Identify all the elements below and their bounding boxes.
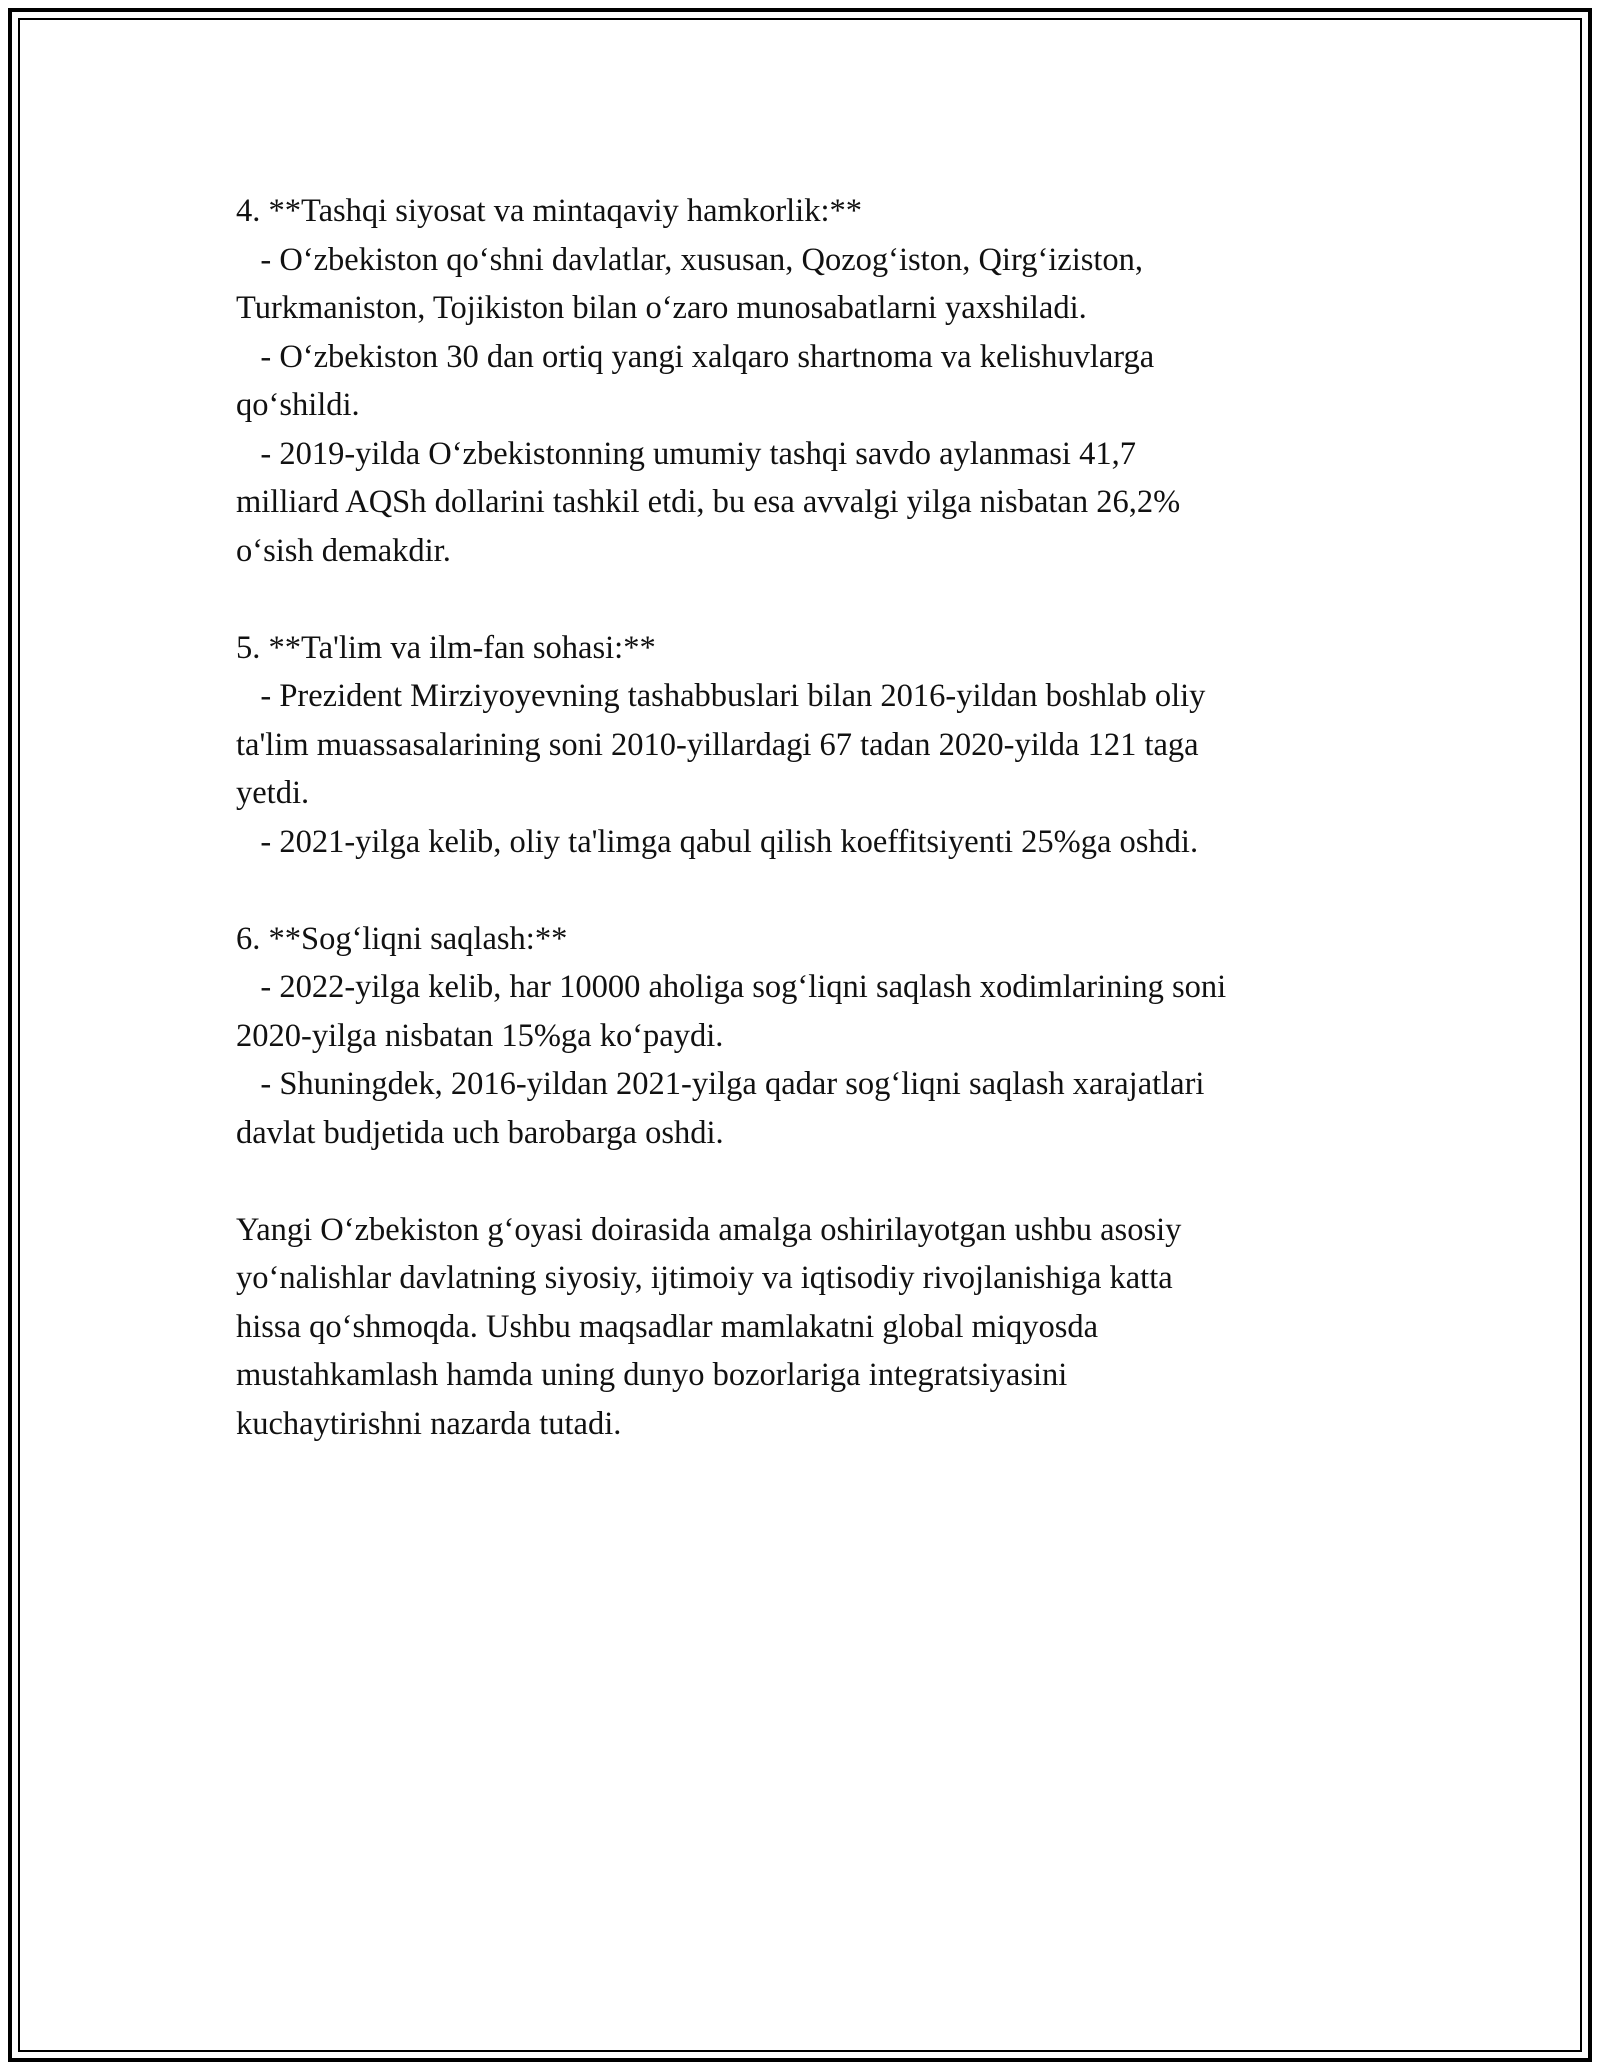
section-heading: 5. **Ta'lim va ilm-fan sohasi:** (236, 629, 656, 666)
text-line: kuchaytirishni nazarda tutadi. (236, 1405, 622, 1442)
text-line: Turkmaniston, Tojikiston bilan o‘zaro munosabatlarni yaxshiladi. (236, 290, 1087, 326)
text-line: - 2019-yilda O‘zbekistonning umumiy tashqi savdo aylanmasi 41,7 (236, 435, 1136, 472)
section-heading: 6. **Sog‘liqni saqlash:** (236, 920, 568, 957)
section-gap (236, 1157, 1396, 1206)
text-line: ta'lim muassasalarining soni 2010-yillardagi 67 tadan 2020-yilda 121 taga (236, 726, 1199, 763)
text-line: yo‘nalishlar davlatning siyosiy, ijtimoiy va iqtisodiy rivojlanishiga katta (236, 1260, 1173, 1296)
text-line: qo‘shildi. (236, 387, 360, 423)
text-line: - Shuningdek, 2016-yildan 2021-yilga qadar sog‘liqni saqlash xarajatlari (236, 1066, 1205, 1102)
section-foreign-policy (236, 187, 1396, 575)
section-gap (236, 575, 1396, 624)
text-line: milliard AQSh dollarini tashkil etdi, bu esa avvalgi yilga nisbatan 26,2% (236, 484, 1181, 520)
text-line: - O‘zbekiston 30 dan ortiq yangi xalqaro shartnoma va kelishuvlarga (236, 338, 1155, 375)
section-healthcare (236, 915, 1396, 1158)
text-line: Yangi O‘zbekiston g‘oyasi doirasida amalga oshirilayotgan ushbu asosiy (236, 1211, 1182, 1248)
text-line: 2020-yilga nisbatan 15%ga ko‘paydi. (236, 1017, 724, 1054)
text-line: davlat budjetida uch barobarga oshdi. (236, 1114, 724, 1151)
text-line: mustahkamlash hamda uning dunyo bozorlariga integratsiyasini (236, 1357, 1068, 1393)
conclusion-paragraph (236, 1206, 1396, 1449)
section-education (236, 624, 1396, 867)
text-line: - 2022-yilga kelib, har 10000 aholiga sog‘liqni saqlash xodimlarining soni (236, 969, 1227, 1005)
document-body (236, 187, 1396, 1448)
text-line: - Prezident Mirziyoyevning tashabbuslari bilan 2016-yildan boshlab oliy (236, 678, 1206, 714)
text-line: o‘sish demakdir. (236, 532, 451, 569)
section-heading: 4. **Tashqi siyosat va mintaqaviy hamkorlik:** (236, 193, 862, 229)
section-gap (236, 866, 1396, 915)
text-line: - 2021-yilga kelib, oliy ta'limga qabul qilish koeffitsiyenti 25%ga oshdi. (236, 823, 1199, 860)
text-line: - O‘zbekiston qo‘shni davlatlar, xususan, Qozog‘iston, Qirg‘iziston, (236, 241, 1144, 278)
text-line: hissa qo‘shmoqda. Ushbu maqsadlar mamlakatni global miqyosda (236, 1308, 1099, 1345)
text-line: yetdi. (236, 775, 310, 811)
